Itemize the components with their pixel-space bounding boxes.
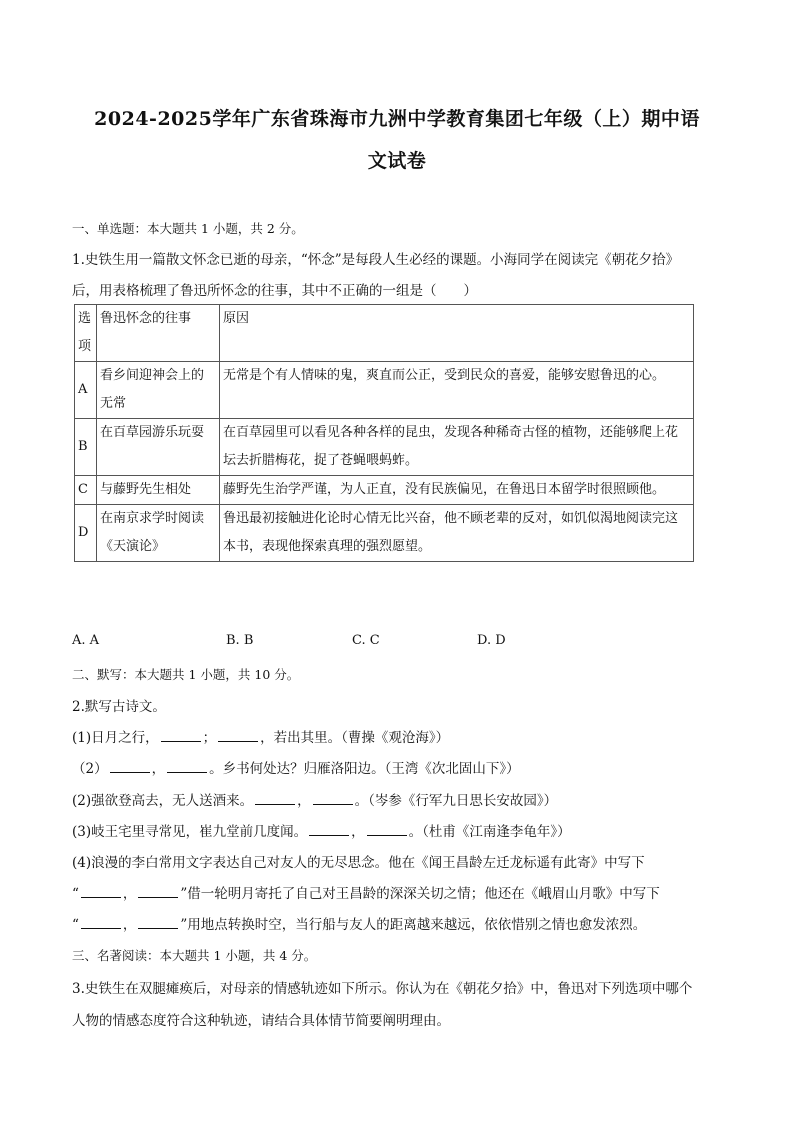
- header-cell-event: 鲁迅怀念的往事: [97, 305, 220, 362]
- question-1-line-1: 1.史铁生用一篇散文怀念已逝的母亲，“怀念”是每段人生必经的课题。小海同学在阅读完《朝花夕拾》: [72, 252, 680, 268]
- answer-blank[interactable]: [167, 760, 207, 773]
- table-row: [75, 476, 694, 505]
- question-2-item-3: (2)强欲登高去，无人送酒来。 ， 。（岑参《行军九日思长安故园》）: [72, 793, 558, 809]
- question-3-line-1: 3.史铁生在双腿瘫痪后，对母亲的情感轨迹如下所示。你认为在《朝花夕拾》中，鲁迅对下列选项中哪个: [72, 981, 693, 997]
- answer-blank[interactable]: [313, 792, 353, 805]
- answer-blank[interactable]: [309, 823, 349, 836]
- question-2-item-5-line-3: “ ， ”用地点转换时空，当行船与友人的距离越来越远，依依惜别之情也愈发浓烈。: [72, 917, 647, 933]
- exam-title: [70, 98, 724, 182]
- question-1-table: [74, 304, 694, 562]
- question-2-item-1: (1)日月之行， ； ，若出其里。（曹操《观沧海》）: [72, 730, 450, 746]
- answer-blank[interactable]: [218, 729, 258, 742]
- reason-cell: 鲁迅最初接触进化论时心情无比兴奋，他不顾老辈的反对，如饥似渴地阅读完这本书，表现他探索真理的强烈愿望。: [220, 505, 694, 562]
- event-cell: 与藤野先生相处: [97, 476, 220, 505]
- question-2-stem: 2.默写古诗文。: [72, 699, 166, 715]
- event-cell: 在百草园游乐玩耍: [97, 419, 220, 476]
- option-d[interactable]: D. D: [477, 633, 506, 648]
- header-cell-reason: 原因: [220, 305, 694, 362]
- reason-cell: 无常是个有人情味的鬼，爽直而公正，受到民众的喜爱，能够安慰鲁迅的心。: [220, 362, 694, 419]
- question-2-item-5-line-2: “ ， ”借一轮明月寄托了自己对王昌龄的深深关切之情；他还在《峨眉山月歌》中写下: [72, 886, 660, 902]
- option-cell: B: [75, 419, 97, 476]
- table-header-row: [75, 305, 694, 362]
- option-c[interactable]: C. C: [352, 633, 380, 648]
- question-2-item-4: (3)岐王宅里寻常见，崔九堂前几度闻。 ， 。（杜甫《江南逢李龟年》）: [72, 824, 571, 840]
- question-2-item-5: (4)浪漫的李白常用文字表达自己对友人的无尽思念。他在《闻王昌龄左迁龙标遥有此寄》中写下: [72, 855, 645, 871]
- section-1-heading: 一、单选题：本大题共 1 小题，共 2 分。: [72, 221, 304, 236]
- reason-cell: 在百草园里可以看见各种各样的昆虫，发现各种稀奇古怪的植物，还能够爬上花坛去折腊梅花，捉了苍蝇喂蚂蚱。: [220, 419, 694, 476]
- answer-blank[interactable]: [138, 885, 178, 898]
- answer-blank[interactable]: [81, 916, 121, 929]
- table-row: [75, 505, 694, 562]
- answer-blank[interactable]: [110, 760, 150, 773]
- option-a[interactable]: A. A: [72, 633, 100, 648]
- answer-blank[interactable]: [81, 885, 121, 898]
- title-line-2: 文试卷: [367, 150, 427, 172]
- header-cell-option: 选项: [75, 305, 97, 362]
- option-cell: A: [75, 362, 97, 419]
- section-2-heading: 二、默写：本大题共 1 小题，共 10 分。: [72, 667, 300, 682]
- answer-blank[interactable]: [255, 792, 295, 805]
- answer-blank[interactable]: [367, 823, 407, 836]
- question-2-item-2: （2） ， 。乡书何处达？归雁洛阳边。（王湾《次北固山下》）: [72, 761, 520, 777]
- table-row: [75, 362, 694, 419]
- reason-cell: 藤野先生治学严谨，为人正直，没有民族偏见，在鲁迅日本留学时很照顾他。: [220, 476, 694, 505]
- option-b[interactable]: B. B: [226, 633, 254, 648]
- event-cell: 看乡间迎神会上的无常: [97, 362, 220, 419]
- answer-blank[interactable]: [138, 916, 178, 929]
- question-1-line-2: 后，用表格梳理了鲁迅所怀念的往事，其中不正确的一组是（ ）: [72, 283, 477, 299]
- answer-blank[interactable]: [161, 729, 201, 742]
- option-cell: C: [75, 476, 97, 505]
- event-cell: 在南京求学时阅读《天演论》: [97, 505, 220, 562]
- table-row: [75, 419, 694, 476]
- option-cell: D: [75, 505, 97, 562]
- section-3-heading: 三、名著阅读：本大题共 1 小题，共 4 分。: [72, 948, 317, 963]
- question-3-line-2: 人物的情感态度符合这种轨迹，请结合具体情节简要阐明理由。: [72, 1013, 450, 1029]
- title-line-1: 2024-2025学年广东省珠海市九洲中学教育集团七年级（上）期中语: [94, 108, 700, 130]
